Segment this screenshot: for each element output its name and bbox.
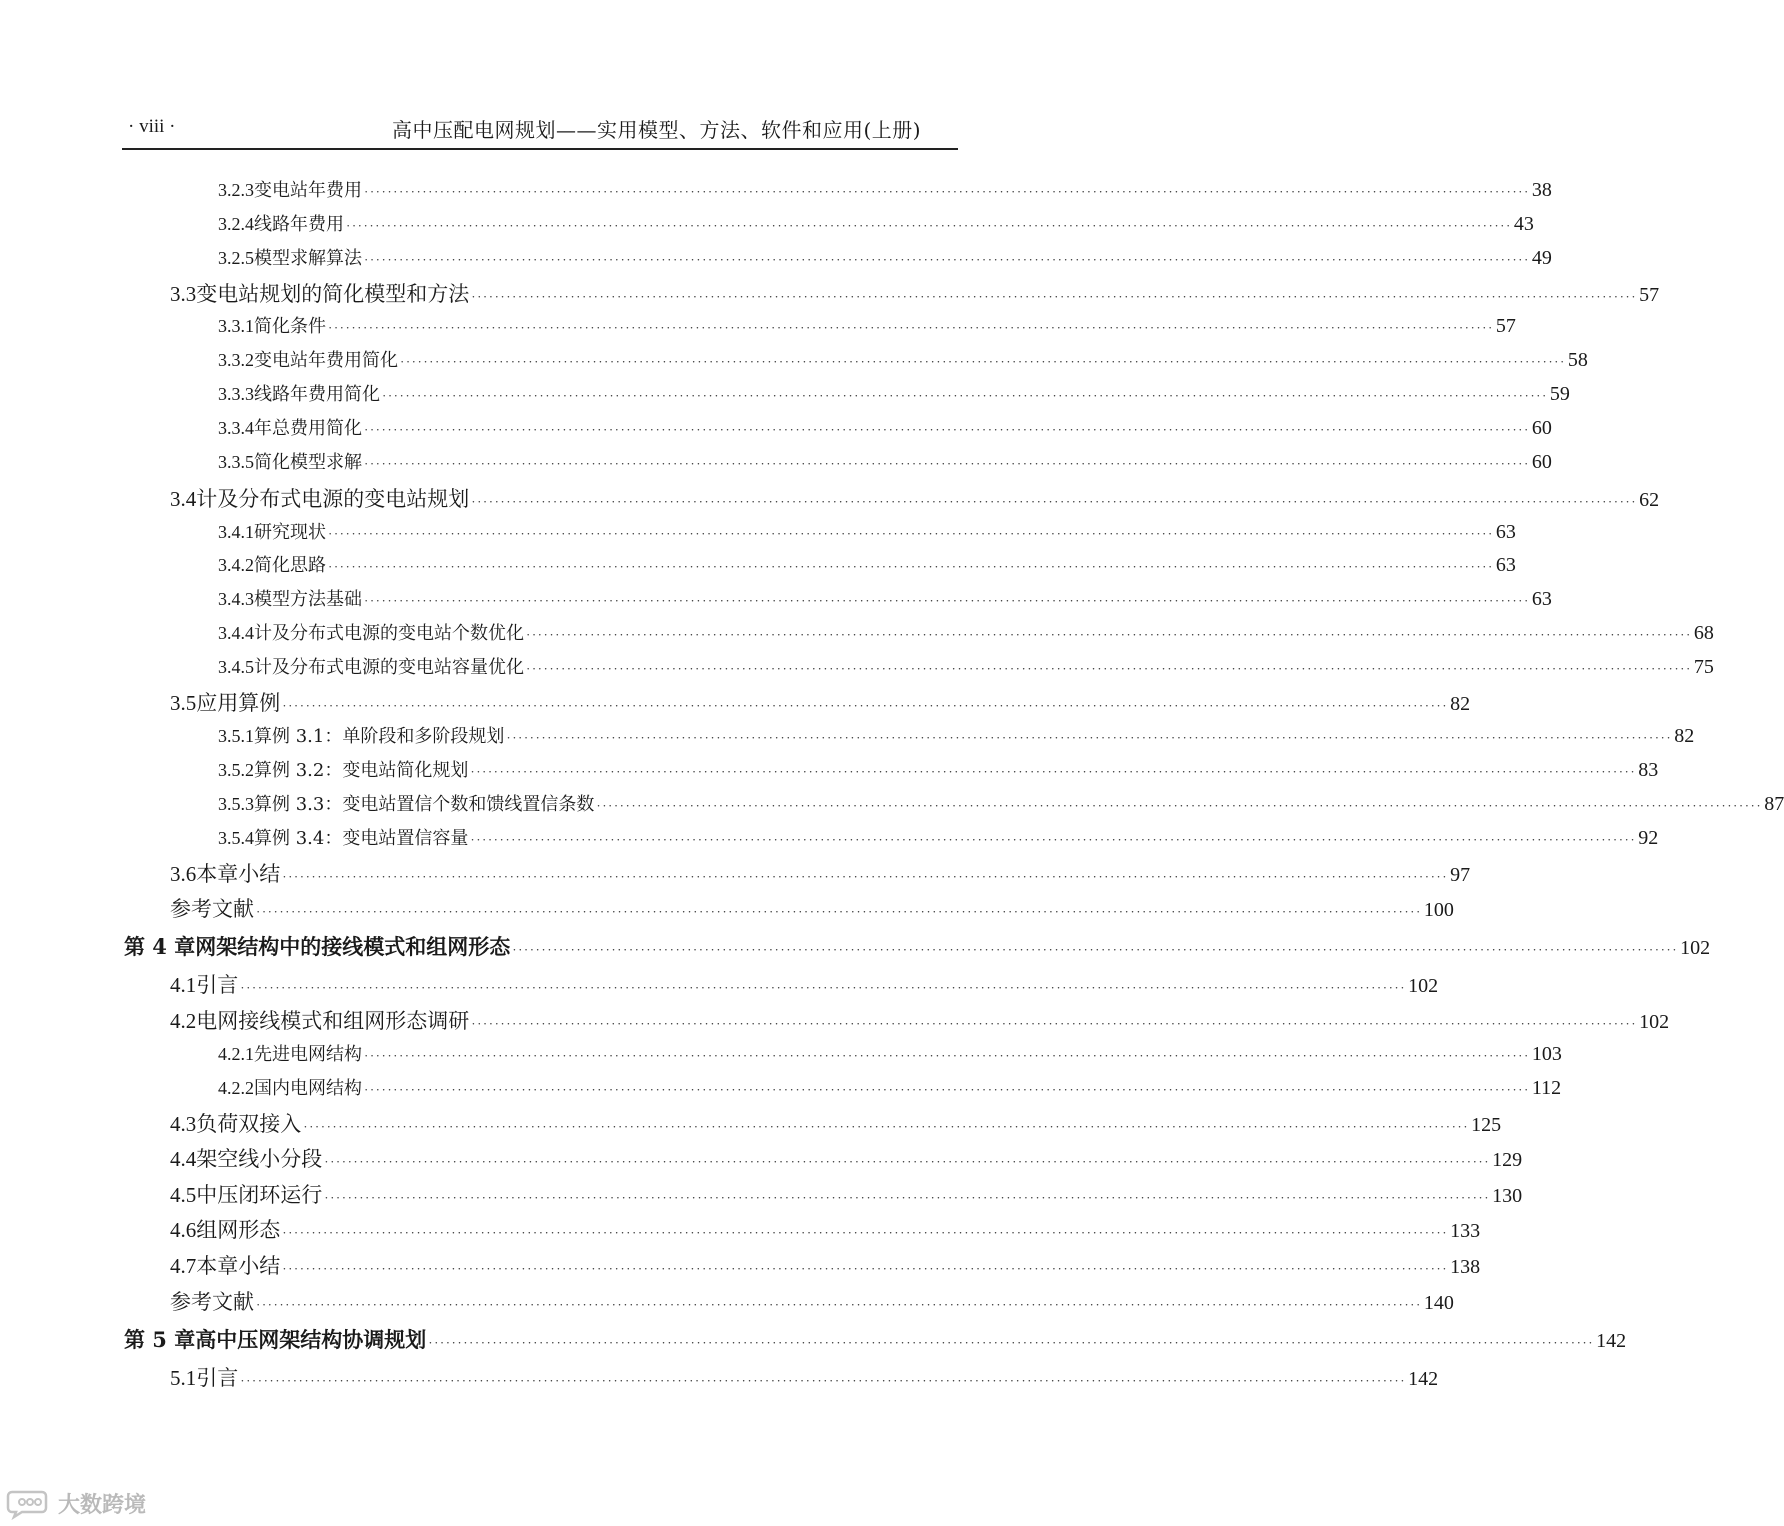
toc-entry-title: 高中压网架结构协调规划: [195, 1327, 427, 1352]
toc-entry-page: 57: [1639, 284, 1660, 306]
toc-entry-number: 3.5.1: [218, 726, 254, 746]
chat-bubble-logo-icon: [8, 1488, 52, 1518]
toc-entry-title: 计及分布式电源的变电站容量优化: [254, 657, 524, 678]
toc-entry-page: 75: [1693, 656, 1714, 678]
toc-entry-number: 3.4: [170, 487, 197, 511]
toc-entry[interactable]: [218, 585, 1552, 611]
toc-entry[interactable]: [218, 824, 1659, 850]
toc-entry-page: 82: [1674, 725, 1695, 747]
dot-leader: ········································································································································································································: [364, 593, 1530, 608]
toc-entry-title: 简化模型求解: [254, 452, 362, 473]
dot-leader: ········································································································································································································: [364, 422, 1530, 437]
watermark-text: 大数跨境: [58, 1492, 147, 1518]
toc-entry-page: 125: [1471, 1114, 1502, 1136]
toc-entry-page: 100: [1423, 899, 1454, 921]
toc-entry-title: 变电站年费用: [254, 180, 362, 201]
toc-entry[interactable]: [170, 1179, 1523, 1209]
toc-entry-title: 引言: [196, 973, 239, 997]
toc-entry-title: 本章小结: [196, 862, 281, 886]
toc-entry[interactable]: [218, 551, 1516, 577]
toc-entry-page: 60: [1531, 417, 1552, 439]
toc-entry-number: 4.2.1: [218, 1044, 254, 1064]
toc-entry-number: 3.2.4: [218, 214, 254, 234]
toc-entry[interactable]: [218, 312, 1516, 338]
toc-entry-title: 引言: [196, 1366, 239, 1390]
dot-leader: ········································································································································································································: [324, 1154, 1491, 1169]
dot-leader: ········································································································································································································: [303, 1119, 1470, 1134]
toc-entry-title: 算例 3.3：变电站置信个数和馈线置信条数: [254, 794, 595, 815]
toc-entry-title: 线路年费用: [254, 214, 344, 235]
dot-leader: ········································································································································································································: [282, 1225, 1449, 1240]
page-number: · viii ·: [128, 116, 176, 137]
toc-entry[interactable]: [124, 931, 1711, 961]
toc-entry-number: 3.5.3: [218, 794, 254, 814]
toc-entry-title: 网架结构中的接线模式和组网形态: [195, 934, 511, 959]
toc-entry-number: 4.7: [170, 1254, 197, 1278]
toc-entry-page: 60: [1531, 451, 1552, 473]
toc-entry-page: 138: [1450, 1256, 1481, 1278]
toc-entry-number: 3.3: [170, 282, 197, 306]
dot-leader: ········································································································································································································: [282, 698, 1449, 713]
dot-leader: ········································································································································································································: [471, 289, 1638, 304]
dot-leader: ········································································································································································································: [512, 942, 1679, 957]
toc-entry-page: 133: [1450, 1220, 1481, 1242]
toc-entry-title: 研究现状: [254, 522, 326, 543]
toc-entry-page: 63: [1495, 521, 1516, 543]
toc-entry-number: 3.5: [170, 691, 197, 715]
toc-entry-page: 58: [1567, 349, 1588, 371]
toc-entry-number: 3.5.2: [218, 760, 254, 780]
dot-leader: ········································································································································································································: [470, 832, 1637, 847]
toc-entry-title: 中压闭环运行: [196, 1183, 323, 1207]
toc-entry-title: 算例 3.1：单阶段和多阶段规划: [254, 726, 505, 747]
dot-leader: ········································································································································································································: [256, 1297, 1422, 1312]
book-title: 高中压配电网规划——实用模型、方法、软件和应用(上册): [392, 118, 922, 142]
dot-leader: ········································································································································································································: [324, 1190, 1491, 1205]
toc-entry[interactable]: [218, 790, 1784, 816]
toc-entry-number: 4.4: [170, 1147, 197, 1171]
toc-entry-title: 计及分布式电源的变电站个数优化: [254, 623, 524, 644]
toc-entry-page: 102: [1639, 1011, 1670, 1033]
toc-entry-title: 组网形态: [196, 1218, 281, 1242]
toc-entry-number: 3.3.3: [218, 384, 254, 404]
toc-entry-page: 112: [1531, 1077, 1562, 1099]
toc-entry-number: 4.5: [170, 1183, 197, 1207]
dot-leader: ········································································································································································································: [328, 526, 1494, 541]
toc-entry-title: 参考文献: [170, 1290, 254, 1314]
toc-entry-number: 3.4.3: [218, 589, 254, 609]
toc-entry-page: 62: [1639, 489, 1660, 511]
dot-leader: ········································································································································································································: [471, 1016, 1638, 1031]
toc-entry[interactable]: [170, 483, 1660, 513]
toc-entry-page: 82: [1450, 693, 1471, 715]
toc-entry[interactable]: [170, 1143, 1523, 1173]
toc-entry-title: 变电站年费用简化: [254, 350, 398, 371]
toc-entry[interactable]: [124, 1324, 1627, 1354]
toc-entry-number: 3.4.2: [218, 555, 254, 575]
toc-entry-page: 38: [1531, 179, 1552, 201]
dot-leader: ········································································································································································································: [256, 904, 1422, 919]
dot-leader: ········································································································································································································: [240, 980, 1407, 995]
toc-entry-page: 87: [1764, 793, 1784, 815]
toc-entry-number: 5.1: [170, 1366, 197, 1390]
toc-entry[interactable]: [170, 858, 1471, 888]
toc-entry-title: 国内电网结构: [254, 1078, 362, 1099]
dot-leader: ········································································································································································································: [240, 1373, 1407, 1388]
toc-entry-number: 4.3: [170, 1112, 197, 1136]
toc-entry-title: 简化思路: [254, 555, 326, 576]
toc-entry-number: 3.2.5: [218, 248, 254, 268]
dot-leader: ········································································································································································································: [506, 730, 1673, 745]
toc-entry[interactable]: [218, 1040, 1562, 1066]
toc-entry-number: 3.3.2: [218, 350, 254, 370]
toc-entry-number: 4.2.2: [218, 1078, 254, 1098]
toc-entry[interactable]: [170, 1005, 1670, 1035]
toc-entry-title: 算例 3.2：变电站简化规划: [254, 760, 469, 781]
toc-entry-page: 59: [1549, 383, 1570, 405]
toc-entry-title: 计及分布式电源的变电站规划: [196, 487, 470, 511]
toc-entry[interactable]: [170, 1362, 1439, 1392]
toc-entry-page: 102: [1680, 937, 1711, 959]
toc-entry-number: 3.4.1: [218, 522, 254, 542]
toc-entry-title: 应用算例: [196, 691, 281, 715]
dot-leader: ········································································································································································································: [346, 218, 1512, 233]
toc-entry-number: 4.2: [170, 1009, 197, 1033]
toc-entry[interactable]: [218, 380, 1570, 406]
toc-entry-page: 130: [1492, 1185, 1523, 1207]
dot-leader: ········································································································································································································: [382, 388, 1548, 403]
dot-leader: ········································································································································································································: [596, 798, 1763, 813]
toc-entry-number: 第 5 章: [124, 1327, 196, 1352]
toc-entry[interactable]: [218, 722, 1695, 748]
toc-entry-title: 模型方法基础: [254, 589, 362, 610]
toc-entry-page: 63: [1531, 588, 1552, 610]
toc-entry-title: 架空线小分段: [196, 1147, 323, 1171]
toc-entry-number: 3.3.4: [218, 418, 254, 438]
dot-leader: ········································································································································································································: [428, 1335, 1595, 1350]
toc-entry-number: 第 4 章: [124, 934, 196, 959]
toc-entry-number: 3.5.4: [218, 828, 254, 848]
toc-entry-title: 年总费用简化: [254, 418, 362, 439]
dot-leader: ········································································································································································································: [470, 764, 1637, 779]
toc-entry-page: 83: [1638, 759, 1659, 781]
toc-entry[interactable]: [170, 1108, 1502, 1138]
dot-leader: ········································································································································································································: [364, 1082, 1530, 1097]
toc-entry-number: 4.1: [170, 973, 197, 997]
toc-entry-page: 142: [1596, 1330, 1627, 1352]
toc-entry[interactable]: [170, 687, 1471, 717]
dot-leader: ········································································································································································································: [328, 559, 1494, 574]
toc-entry-title: 模型求解算法: [254, 248, 362, 269]
toc-entry-number: 3.4.5: [218, 657, 254, 677]
toc-entry-title: 变电站规划的简化模型和方法: [196, 282, 470, 306]
dot-leader: ········································································································································································································: [328, 320, 1494, 335]
toc-entry-number: 4.6: [170, 1218, 197, 1242]
toc-entry-number: 3.3.1: [218, 316, 254, 336]
toc-entry-page: 43: [1513, 213, 1534, 235]
dot-leader: ········································································································································································································: [526, 627, 1692, 642]
toc-entry[interactable]: [218, 244, 1552, 270]
toc-entry-title: 线路年费用简化: [254, 384, 380, 405]
toc-entry-number: 3.2.3: [218, 180, 254, 200]
toc-entry-page: 102: [1408, 975, 1439, 997]
toc-entry[interactable]: [218, 346, 1588, 372]
toc-entry[interactable]: [218, 619, 1714, 645]
toc-entry-title: 先进电网结构: [254, 1044, 362, 1065]
toc-entry-title: 负荷双接入: [196, 1112, 302, 1136]
dot-leader: ········································································································································································································: [282, 1261, 1449, 1276]
toc-entry[interactable]: [218, 756, 1659, 782]
toc-entry-page: 129: [1492, 1149, 1523, 1171]
toc-entry[interactable]: [218, 210, 1534, 236]
dot-leader: ········································································································································································································: [364, 1048, 1530, 1063]
toc-entry[interactable]: [218, 518, 1516, 544]
toc-entry-title: 电网接线模式和组网形态调研: [196, 1009, 470, 1033]
toc-entry[interactable]: [170, 1214, 1481, 1244]
toc-entry-page: 49: [1531, 247, 1552, 269]
toc-entry-number: 3.6: [170, 862, 197, 886]
toc-entry[interactable]: [170, 1286, 1454, 1316]
toc-entry-page: 92: [1638, 827, 1659, 849]
toc-entry-page: 103: [1531, 1043, 1562, 1065]
toc-entry[interactable]: [170, 278, 1660, 308]
toc-entry-page: 63: [1495, 554, 1516, 576]
dot-leader: ········································································································································································································: [526, 661, 1692, 676]
toc-entry[interactable]: [218, 1074, 1562, 1100]
toc-entry-title: 算例 3.4：变电站置信容量: [254, 828, 469, 849]
toc-entry[interactable]: [218, 653, 1714, 679]
toc-entry-title: 参考文献: [170, 897, 254, 921]
toc-entry-page: 140: [1423, 1292, 1454, 1314]
watermark: [8, 1486, 146, 1520]
toc-entry-number: 3.3.5: [218, 452, 254, 472]
dot-leader: ········································································································································································································: [471, 494, 1638, 509]
dot-leader: ········································································································································································································: [282, 869, 1449, 884]
toc-entry[interactable]: [218, 176, 1552, 202]
toc-entry-page: 142: [1408, 1368, 1439, 1390]
toc-entry[interactable]: [170, 969, 1439, 999]
toc-entry-page: 68: [1693, 622, 1714, 644]
toc-entry[interactable]: [218, 448, 1552, 474]
toc-entry[interactable]: [170, 893, 1454, 923]
dot-leader: ········································································································································································································: [364, 184, 1530, 199]
toc-entry-number: 3.4.4: [218, 623, 254, 643]
toc-entry-title: 简化条件: [254, 316, 326, 337]
dot-leader: ········································································································································································································: [400, 354, 1566, 369]
toc-entry[interactable]: [218, 414, 1552, 440]
toc-entry-title: 本章小结: [196, 1254, 281, 1278]
dot-leader: ········································································································································································································: [364, 252, 1530, 267]
toc-entry[interactable]: [170, 1250, 1481, 1280]
toc-entry-page: 97: [1450, 864, 1471, 886]
toc-entry-page: 57: [1495, 315, 1516, 337]
dot-leader: ········································································································································································································: [364, 456, 1530, 471]
